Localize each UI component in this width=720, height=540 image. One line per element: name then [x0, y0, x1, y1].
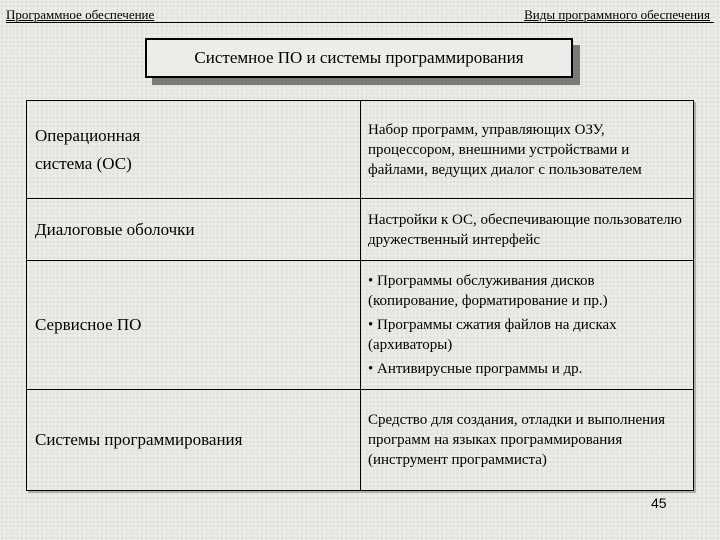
software-types-table	[26, 100, 694, 491]
row-name-shells: Диалоговые оболочки	[35, 219, 195, 239]
row-name-programming: Системы программирования	[35, 430, 243, 449]
table-cell-name	[27, 260, 361, 389]
header-divider	[6, 22, 714, 23]
table-cell-description	[361, 389, 693, 490]
table-cell-description	[361, 198, 693, 260]
table-cell-description	[361, 260, 693, 389]
row-description-shells: Настройки к ОС, обеспечивающие пользователю дружественный интерфейс	[368, 211, 682, 248]
list-item	[368, 315, 685, 355]
list-item	[368, 271, 685, 311]
bullet-icon: •	[368, 317, 374, 333]
bullet-text: Антивирусные программы и др.	[377, 361, 583, 377]
header-topic-title: Виды программного обеспечения	[524, 7, 710, 22]
table-cell-description	[361, 101, 693, 198]
bullet-text: Программы обслуживания дисков (копирование, форматирование и пр.)	[368, 273, 608, 309]
table-cell-name	[27, 389, 361, 490]
page-number: 45	[651, 495, 667, 511]
row-name-os: Операционная система (ОС)	[35, 125, 141, 173]
slide-title-box	[145, 38, 573, 78]
table-cell-name	[27, 101, 361, 198]
bullet-text: Программы сжатия файлов на дисках (архиваторы)	[368, 317, 617, 353]
row-name-service: Сервисное ПО	[35, 315, 142, 334]
table-cell-name	[27, 198, 361, 260]
row-description-programming: Средство для создания, отладки и выполнения программ на языках программирования (инструмент программиста)	[368, 412, 666, 468]
service-bullet-list	[368, 271, 685, 379]
list-item	[368, 359, 685, 379]
row-description-os: Набор программ, управляющих ОЗУ, процессором, внешними устройствами и файлами, ведущих диалог с пользователем	[368, 121, 642, 178]
slide-title: Системное ПО и системы программирования	[194, 48, 524, 67]
bullet-icon: •	[368, 361, 374, 377]
header-section-title: Программное обеспечение	[6, 7, 155, 22]
bullet-icon: •	[368, 273, 374, 289]
